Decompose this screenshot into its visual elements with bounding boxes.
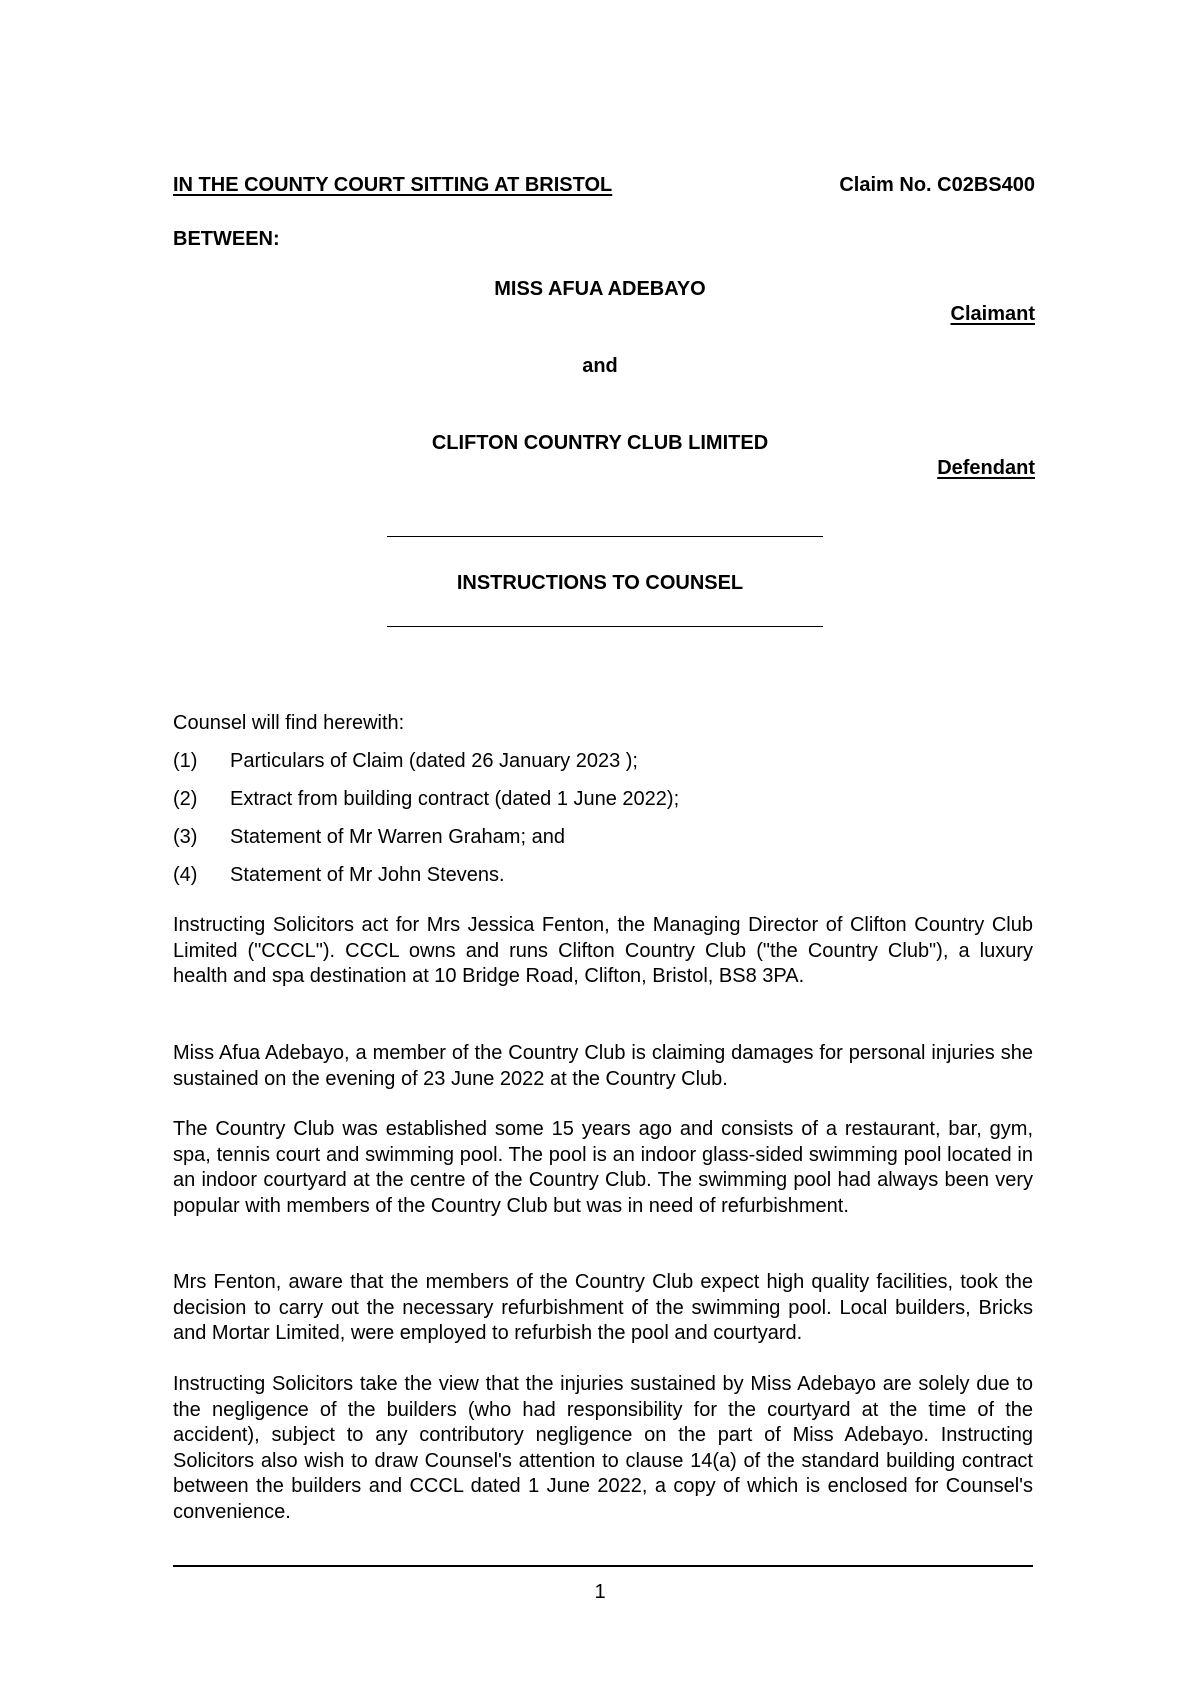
paragraph-refurbishment: Mrs Fenton, aware that the members of the Country Club expect high quality facilities, took the decision to carry out the necessary refurbishment of the swimming pool. Local builders, Bricks and Mortar Limited, were employed to refurbish the pool and courtyard. (173, 1271, 1033, 1344)
defendant-role: Defendant (937, 457, 1035, 479)
paragraph-instructing-solicitors: Instructing Solicitors act for Mrs Jessica Fenton, the Managing Director of Clifton Country Club Limited ("CCCL"). CCCL owns and runs Clifton Country Club ("the Country Club"), a luxury health and spa destination at 10 Bridge Road, Clifton, Bristol, BS8 3PA. (173, 914, 1033, 987)
list-item (173, 749, 1033, 787)
list-item-text: Statement of Mr Warren Graham; and (230, 826, 565, 848)
list-item-text: Statement of Mr John Stevens. (230, 864, 505, 886)
document-title: INSTRUCTIONS TO COUNSEL (456, 572, 744, 594)
title-top-rule (387, 536, 823, 537)
court-heading: IN THE COUNTY COURT SITTING AT BRISTOL (173, 174, 613, 196)
claim-number: Claim No. C02BS400 (839, 174, 1035, 196)
between-label: BETWEEN: (173, 228, 280, 250)
claimant-role: Claimant (950, 303, 1035, 325)
list-item (173, 825, 1033, 863)
list-item-number: (2) (173, 788, 198, 810)
list-item-text: Particulars of Claim (dated 26 January 2023 ); (230, 750, 638, 772)
enclosures-list (173, 749, 1033, 901)
title-bottom-rule (387, 626, 823, 627)
claimant-name: MISS AFUA ADEBAYO (494, 278, 706, 300)
paragraph-negligence: Instructing Solicitors take the view that the injuries sustained by Miss Adebayo are solely due to the negligence of the builders (who had responsibility for the courtyard at the time of the accident), subject to any contributory negligence on the part of Miss Adebayo. Instructing Solicitors also wish to draw Counsel's attention to clause 14(a) of the standard building contract between the builders and CCCL dated 1 June 2022, a copy of which is enclosed for Counsel's convenience. (173, 1373, 1033, 1523)
paragraph-claim: Miss Afua Adebayo, a member of the Country Club is claiming damages for personal injuries she sustained on the evening of 23 June 2022 at the Country Club. (173, 1042, 1033, 1090)
list-item-number: (3) (173, 826, 198, 848)
list-item-number: (4) (173, 864, 198, 886)
footer-rule (173, 1565, 1033, 1567)
list-item-number: (1) (173, 750, 198, 772)
list-item (173, 787, 1033, 825)
and-separator: and (582, 355, 618, 377)
page-number: 1 (594, 1581, 606, 1603)
paragraph-country-club: The Country Club was established some 15 years ago and consists of a restaurant, bar, gym, spa, tennis court and swimming pool. The pool is an indoor glass-sided swimming pool located in an indoor courtyard at the centre of the Country Club. The swimming pool had always been very popular with members of the Country Club but was in need of refurbishment. (173, 1118, 1033, 1217)
defendant-name: CLIFTON COUNTRY CLUB LIMITED (431, 432, 769, 454)
list-item-text: Extract from building contract (dated 1 June 2022); (230, 788, 680, 810)
list-item (173, 863, 1033, 901)
enclosures-intro: Counsel will find herewith: (173, 712, 405, 734)
